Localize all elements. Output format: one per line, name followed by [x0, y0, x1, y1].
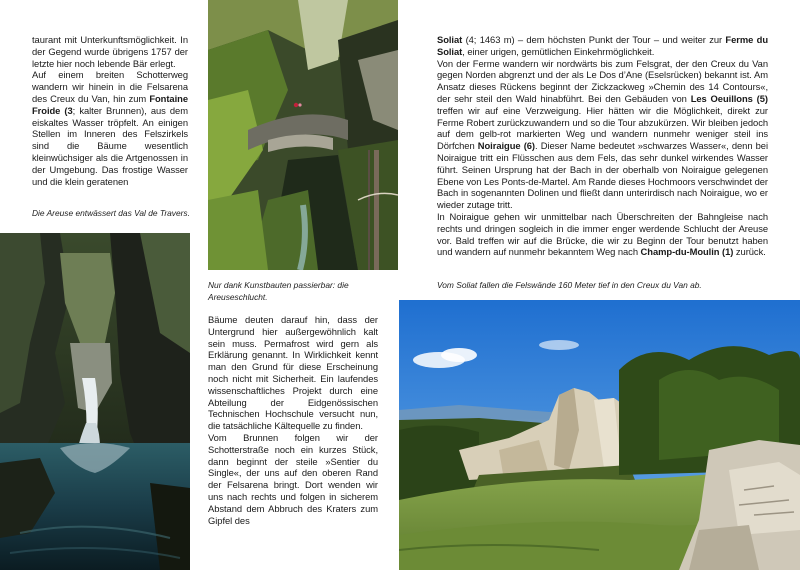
- paragraph: Von der Ferme wandern wir nordwärts bis zum Felsgrat, der den Creux du Van gegen Norden abgrenzt und der als Le Dos d’Ane (Eselsrücken) bekannt ist. Am Ansatz dieses Rückens beginnt der Zickzackweg »Chemin des 14 Contours«, der sehr steil den Wald hinabführt. Bei den Gebäuden von Les Oeuillons (5) treffen wir auf eine Verzweigung. Hier hätten wir die Möglichkeit, direkt zur Ferme Robert zurückzuwandern und so die Tour abzukürzen. Wir bleiben jedoch auf dem gelb-rot markierten Weg und wandern nunmehr weniger steil ins Dörfchen Noiraigue (6). Dieser Name bedeutet »schwarzes Wasser«, denn bei Noiraigue tritt ein Flüsschen aus dem Fels, das sehr dunkel wirkendes Wasser führt. Seinen Ursprung hat der Bach in der oberhalb von Noiraigue gelegenen Ebene von Les Ponts-de-Martel. Am Rande dieses Hochmoors verschwindet der Bach in sogenannten Dolinen und fließt dann unterirdisch nach Noiraigue, wo er wieder zutage tritt.: [437, 57, 769, 211]
- photo-waterfall: [0, 233, 190, 570]
- paragraph: In Noiraigue gehen wir unmittelbar nach Überschreiten der Bahngleise nach rechts und dringen sogleich in die immer enger werdende Schlucht der Areuse vor. Bald treffen wir auf die Brücke, die wir zu Beginn der Tour benutzt haben und wandern auf nunmehr bekanntem Weg nach Champ-du-Moulin (1) zurück.: [437, 210, 768, 258]
- photo-creux-du-van-cliffs: [399, 300, 800, 570]
- paragraph: Auf einem breiten Schotterweg wandern wir hinein in die Felsarena des Creux du Van, hin zum Fontaine Froide (3; kalter Brunnen), aus dem eiskaltes Wasser tröpfelt. An einigen Stellen im Inneren des Felszirkels sind die Bäume wesentlich kleinwüchsiger als die Artgenossen in der Umgebung. Das frostige Wasser und die klein geratenen: [32, 69, 188, 187]
- photo-gorge-walkway: [208, 0, 398, 270]
- caption-soliat-cliffs: Vom Soliat fallen die Felswände 160 Meter tief in den Creux du Van ab.: [437, 280, 702, 290]
- caption-gorge: Nur dank Kunstbauten passierbar: die Areuseschlucht.: [208, 280, 349, 302]
- column-1-text: [32, 34, 188, 187]
- caption-areuse-valley: Die Areuse entwässert das Val de Travers.: [32, 208, 190, 218]
- column-2-text: [208, 314, 378, 526]
- paragraph: Vom Brunnen folgen wir der Schotterstraße noch ein kurzes Stück, dann beginnt der steile »Sentier du Single«, der uns auf den oberen Rand der Felsarena bringt. Dort wenden wir uns nach rechts und folgen in sicherem Abstand dem Abbruch des Kraters zum Gipfel des: [208, 431, 378, 526]
- paragraph: Soliat (4; 1463 m) – dem höchsten Punkt der Tour – und weiter zur Ferme du Soliat, einer urigen, gemütlichen Einkehrmöglichkeit.: [437, 34, 769, 57]
- paragraph: taurant mit Unterkunftsmöglichkeit. In der Gegend wurde übrigens 1757 der letzte hier noch lebende Bär erlegt.: [32, 34, 188, 69]
- column-3-text: [437, 34, 768, 258]
- paragraph: Bäume deuten darauf hin, dass der Untergrund hier außergewöhnlich kalt sein muss. Permafrost wird gern als Erklärung genannt. In Wirklichkeit kennt man den Grund für diese Erscheinung noch nicht mit Sicherheit. Ein laufendes wissenschaftliches Projekt durch eine Abteilung der Eidgenössischen Technischen Hochschule versucht nun, die tatsächliche Kältequelle zu finden.: [208, 314, 378, 432]
